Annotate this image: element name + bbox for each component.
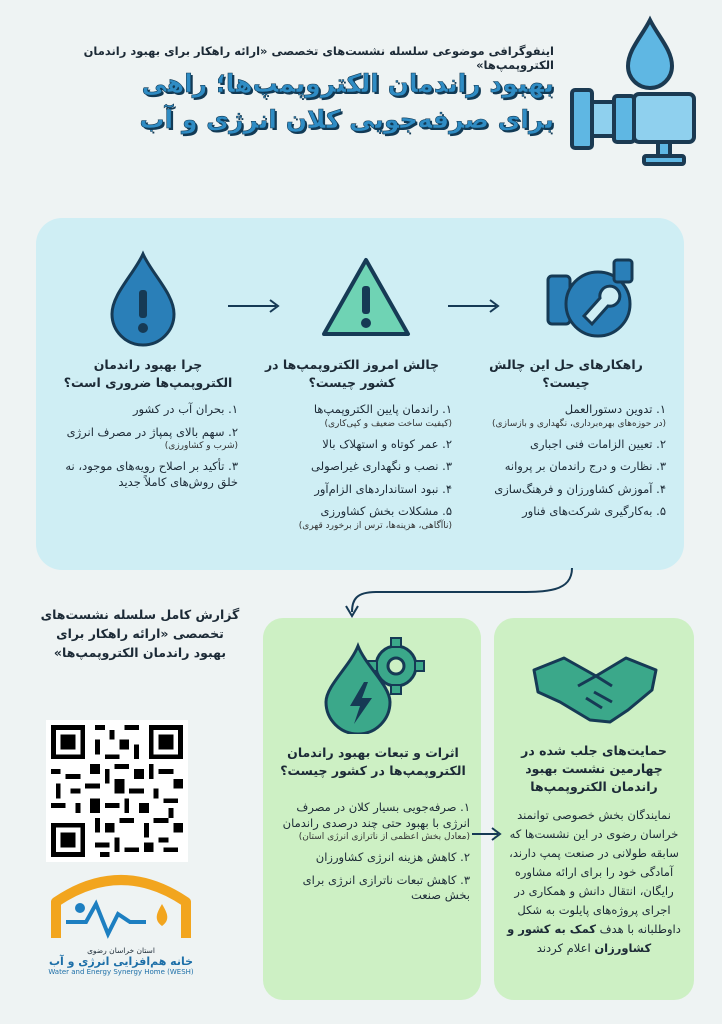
list-item: ۲. تعیین الزامات فنی اجباری	[529, 436, 666, 451]
wesh-logo-mark-icon	[46, 868, 196, 946]
list-item: ۲. کاهش هزینه انرژی کشاورزان	[315, 850, 470, 865]
effects-title: اثرات و تبعات بهبود راندمان الکتروپمپ‌ها در کشور چیست؟	[280, 745, 466, 779]
connector-arrow-icon	[336, 566, 586, 620]
list-item: ۱. تدوین دستورالعمل (در حوزه‌های بهره‌برداری، نگهداری و بازسازی)	[492, 402, 666, 429]
pump-wrench-icon	[540, 254, 636, 346]
support-title: حمایت‌های جلب شده در چهارمین نشست بهبود راندمان الکتروپمپ‌ها	[521, 743, 667, 795]
arrow-right-icon	[226, 298, 282, 314]
arrow-right-icon	[470, 826, 504, 842]
why-title: چرا بهبود راندمان الکتروپمپ‌ها ضروری است؟	[63, 357, 233, 391]
list-item: ۳. نظارت و درج راندمان بر پروانه	[504, 459, 666, 474]
list-item: ۳. تأکید بر اصلاح رویه‌های موجود، نه خلق روش‌های کاملاً جدید	[65, 459, 238, 489]
support-column	[504, 742, 684, 958]
list-item: ۲. سهم بالای پمپاژ در مصرف انرژی (شرب و کشاورزی)	[66, 424, 238, 452]
effects-column	[276, 744, 470, 911]
support-paragraph: نمایندگان بخش خصوصی توانمند خراسان رضوی در این نشست‌ها که سابقه طولانی در صنعت پمپ دارند، آمادگی خود را برای ارائه مشاوره رایگان، انتقال دانش و همکاری در اجرای پروژه‌های پایلوت به شکل داوطلبانه با هدف کمک به کشور و کشاورزان اعلام کردند	[507, 808, 681, 956]
water-drop-exclamation-icon	[104, 250, 182, 350]
warning-triangle-icon	[318, 254, 414, 342]
list-item: ۱. بحران آب در کشور	[133, 402, 238, 417]
why-list	[58, 402, 238, 490]
title-line-1: بهبود راندمان الکتروپمپ‌ها؛ راهی	[141, 69, 554, 98]
logo-name-en: Water and Energy Synergy Home (WESH)	[48, 968, 194, 976]
list-item: ۳. نصب و نگهداری غیراصولی	[311, 459, 452, 474]
energy-drop-gear-icon	[318, 636, 430, 734]
handshake-icon	[530, 650, 660, 730]
list-item: ۲. عمر کوتاه و استهلاک بالا	[322, 436, 452, 451]
wesh-logo	[46, 868, 196, 988]
list-item: ۱. راندمان پایین الکتروپمپ‌ها (کیفیت ساخت ضعیف و کپی‌کاری)	[313, 402, 452, 429]
solutions-list	[466, 402, 666, 520]
logo-province: استان خراسان رضوی	[87, 946, 155, 955]
list-item: ۴. آموزش کشاورزان و فرهنگ‌سازی	[494, 481, 666, 496]
list-item: ۵. مشکلات بخش کشاورزی (ناآگاهی، هزینه‌ها، ترس از برخورد قهری)	[298, 504, 452, 531]
solutions-column	[466, 356, 666, 527]
report-title: گزارش کامل سلسله نشست‌های تخصصی «ارائه راهکار برای بهبود راندمان الکتروپمپ‌ها»	[40, 607, 240, 660]
solutions-title: راهکارهای حل این چالش چیست؟	[489, 357, 643, 391]
challenge-list	[252, 402, 452, 532]
list-item: ۳. کاهش تبعات ناترازی انرژی برای بخش صنعت	[302, 872, 470, 903]
challenge-title: چالش امروز الکتروپمپ‌ها در کشور چیست؟	[264, 357, 440, 391]
water-drop-pipe-monitor-icon	[562, 14, 702, 174]
arrow-right-icon	[446, 298, 502, 314]
challenge-column	[252, 356, 452, 539]
infographic-subtitle: اینفوگرافی موضوعی سلسله نشست‌های تخصصی «ارائه راهکار برای بهبود راندمان الکتروپمپ‌ها»	[83, 44, 554, 72]
qr-code-icon[interactable]	[46, 720, 188, 862]
title-line-2: برای صرفه‌جویی کلان انرژی و آب	[139, 105, 554, 135]
support-highlight: کمک به کشور و کشاورزان	[507, 922, 652, 956]
list-item: ۴. نبود استانداردهای الزام‌آور	[314, 481, 452, 496]
list-item: ۱. صرفه‌جویی بسیار کلان در مصرف انرژی با بهبود حتی چند درصدی راندمان (معادل بخش اعظمی از ناترازی انرژی استان)	[282, 800, 470, 843]
logo-name-fa: خانه هم‌افزایی انرژی و آب	[48, 955, 194, 968]
infographic-title	[24, 66, 554, 139]
why-column	[58, 356, 238, 497]
effects-list	[276, 800, 470, 904]
list-item: ۵. به‌کارگیری شرکت‌های فناور	[522, 504, 666, 519]
